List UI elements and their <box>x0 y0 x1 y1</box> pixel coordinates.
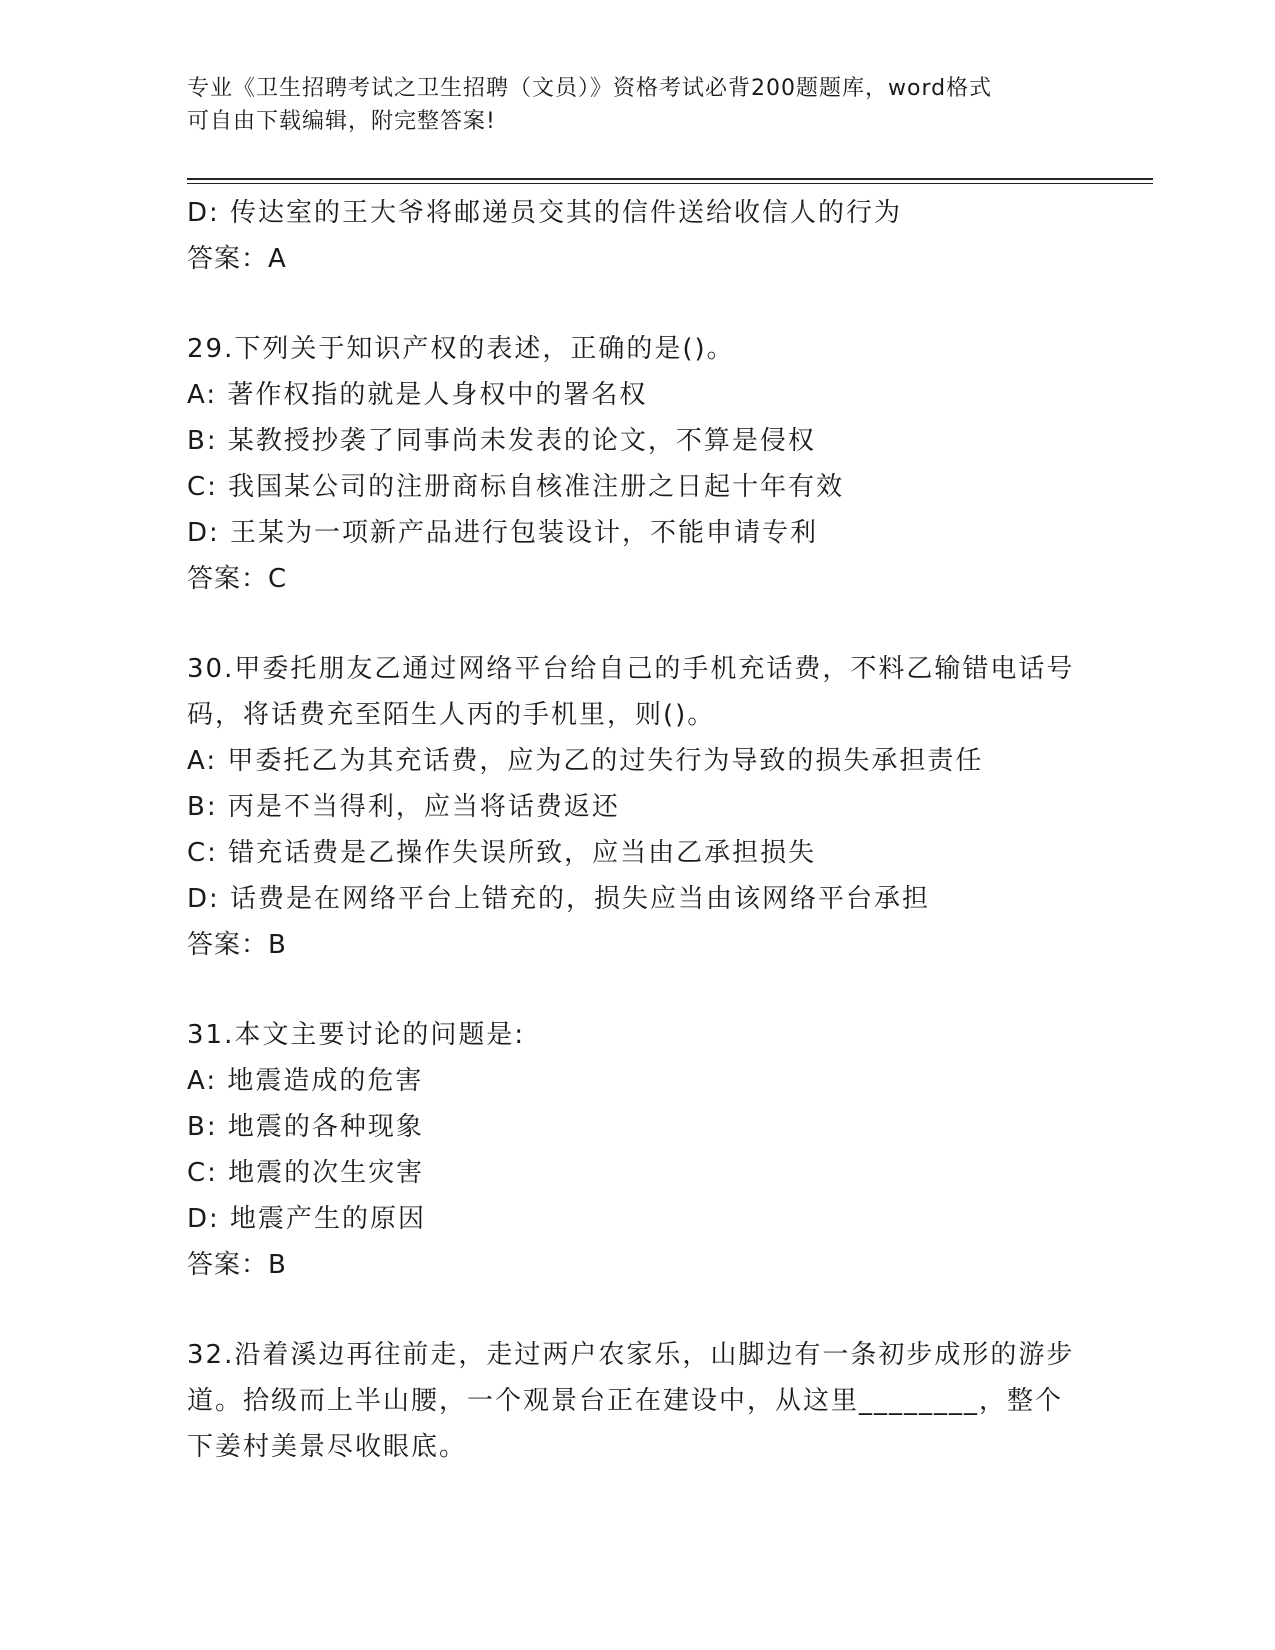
option-d: D: 地震产生的原因 <box>187 1204 427 1234</box>
answer-label: 答案： <box>187 1250 269 1280</box>
answer-label: 答案： <box>187 244 269 274</box>
answer-value: B <box>268 930 287 960</box>
answer-value: C <box>268 564 288 594</box>
answer-label: 答案： <box>187 564 269 594</box>
question-stem: 32.沿着溪边再往前走，走过两户农家乐，山脚边有一条初步成形的游步道。拾级而上半山腰，一个观景台正在建设中，从这里________，整个下姜村美景尽收眼底。 <box>187 1340 1075 1462</box>
question-31 <box>187 1012 1087 1288</box>
question-32 <box>187 1332 1087 1470</box>
spacer <box>187 968 1087 1012</box>
option-d: D: 王某为一项新产品进行包装设计，不能申请专利 <box>187 518 819 548</box>
spacer <box>187 282 1087 326</box>
header-line-1: 专业《卫生招聘考试之卫生招聘（文员）》资格考试必背200题题库，word格式 <box>187 76 993 101</box>
option-c: C: 错充话费是乙操作失误所致，应当由乙承担损失 <box>187 838 817 868</box>
header-line-2: 可自由下载编辑，附完整答案! <box>187 109 496 134</box>
question-stem: 30.甲委托朋友乙通过网络平台给自己的手机充话费，不料乙输错电话号码，将话费充至陌生人丙的手机里，则()。 <box>187 654 1075 730</box>
option-d: D: 话费是在网络平台上错充的，损失应当由该网络平台承担 <box>187 884 931 914</box>
answer <box>187 556 1087 602</box>
question-30 <box>187 646 1087 968</box>
header-rule-thick <box>187 178 1153 180</box>
option-b: B: 某教授抄袭了同事尚未发表的论文，不算是侵权 <box>187 426 816 456</box>
option-b: B: 丙是不当得利，应当将话费返还 <box>187 792 620 822</box>
question-stem: 31.本文主要讨论的问题是: <box>187 1020 526 1050</box>
question-29 <box>187 326 1087 602</box>
option-a: A: 地震造成的危害 <box>187 1066 424 1096</box>
header-rule-thin <box>187 183 1153 184</box>
option-a: A: 甲委托乙为其充话费，应为乙的过失行为导致的损失承担责任 <box>187 746 984 776</box>
option-a: A: 著作权指的就是人身权中的署名权 <box>187 380 648 410</box>
answer-value: B <box>268 1250 287 1280</box>
answer-value: A <box>268 244 287 274</box>
spacer <box>187 1288 1087 1332</box>
option-c: C: 我国某公司的注册商标自核准注册之日起十年有效 <box>187 472 845 502</box>
carryover-option-d: D: 传达室的王大爷将邮递员交其的信件送给收信人的行为 <box>187 198 903 228</box>
option-b: B: 地震的各种现象 <box>187 1112 424 1142</box>
question-list <box>187 190 1087 1470</box>
answer <box>187 922 1087 968</box>
carryover-answer <box>187 236 1087 282</box>
option-c: C: 地震的次生灾害 <box>187 1158 425 1188</box>
answer-label: 答案： <box>187 930 269 960</box>
question-stem: 29.下列关于知识产权的表述，正确的是()。 <box>187 334 735 364</box>
answer <box>187 1242 1087 1288</box>
spacer <box>187 602 1087 646</box>
page-header <box>187 72 1087 138</box>
